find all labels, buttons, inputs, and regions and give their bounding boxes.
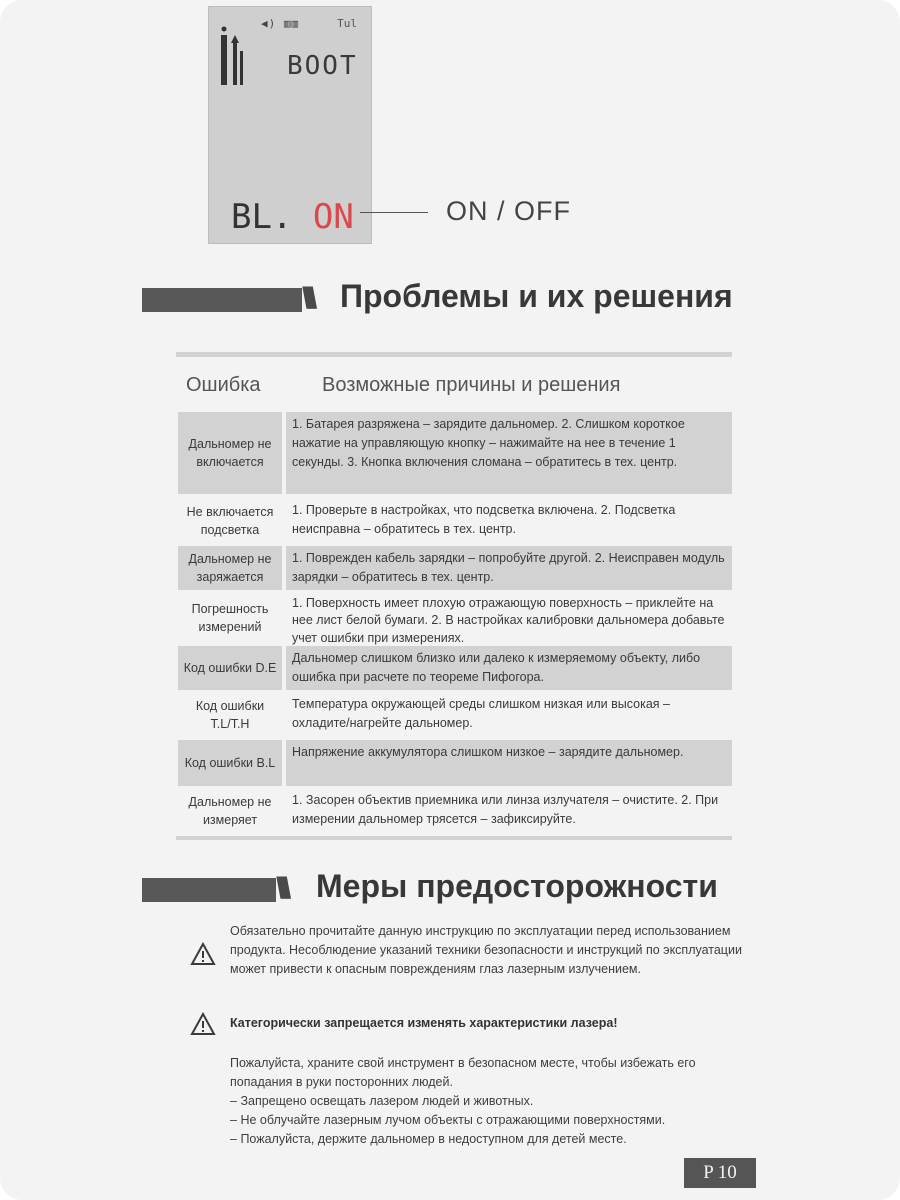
solution-cell: Дальномер слишком близко или далеко к измеряемому объекту, либо ошибка при расчете по теореме Пифогора. bbox=[286, 646, 732, 690]
error-cell: Не включается подсветка bbox=[186, 504, 274, 537]
error-cell: Дальномер не включается bbox=[178, 412, 282, 494]
solution-cell: 1. Поврежден кабель зарядки – попробуйте другой. 2. Неисправен модуль зарядки – обратитесь в тех. центр. bbox=[286, 546, 732, 590]
list-item: – Не облучайте лазерным лучом объекты с отражающими поверхностями. bbox=[230, 1111, 770, 1130]
warning-icon bbox=[190, 1012, 216, 1036]
table-bottom-rule bbox=[176, 836, 732, 840]
table-row bbox=[178, 692, 732, 738]
laser-warning-text: Категорически запрещается изменять характеристики лазера! bbox=[230, 1016, 618, 1030]
warning-icon bbox=[190, 942, 216, 966]
heading-slashes-icon: \\\\ bbox=[276, 872, 286, 905]
solution-cell: Температура окружающей среды слишком низкая или высокая – охладите/нагрейте дальномер. bbox=[292, 697, 670, 730]
lcd-display bbox=[208, 6, 372, 244]
table-row bbox=[178, 546, 732, 590]
signal-icon: Tul bbox=[337, 17, 357, 30]
backlight-setting bbox=[231, 197, 354, 237]
list-item: – Пожалуйста, держите дальномер в недоступном для детей месте. bbox=[230, 1130, 770, 1149]
list-item: – Запрещено освещать лазером людей и животных. bbox=[230, 1092, 770, 1111]
table-row bbox=[178, 412, 732, 494]
section-title: Меры предосторожности bbox=[316, 868, 718, 904]
page-number: P 10 bbox=[684, 1158, 756, 1188]
precautions-list bbox=[230, 1092, 770, 1148]
solution-cell: 1. Проверьте в настройках, что подсветка включена. 2. Подсветка неисправна – обратитесь в тех. центр. bbox=[292, 503, 676, 536]
table-row bbox=[178, 498, 732, 544]
error-cell: Погрешность измерений bbox=[191, 601, 269, 634]
error-cell: Код ошибки B.L bbox=[178, 740, 282, 786]
callout-line bbox=[360, 212, 428, 213]
heading-slashes-icon: \\\\ bbox=[302, 282, 312, 315]
troubleshooting-heading bbox=[142, 278, 782, 326]
solution-cell: 1. Поверхность имеет плохую отражающую поверхность – приклейте на нее лист белой бумаги. 2. В настройках калибровки дальномера добавьте учет ошибки при измерениях. bbox=[292, 596, 725, 645]
error-cell: Код ошибки T.L/T.H bbox=[195, 698, 265, 731]
table-top-rule bbox=[176, 352, 732, 357]
onoff-callout-label: ON / OFF bbox=[446, 196, 571, 226]
error-cell: Дальномер не заряжается bbox=[178, 546, 282, 590]
precautions-heading bbox=[142, 868, 782, 916]
column-header-solution: Возможные причины и решения bbox=[322, 374, 621, 396]
section-title: Проблемы и их решения bbox=[340, 278, 733, 314]
solution-cell: 1. Засорен объектив приемника или линза излучателя – очистите. 2. При измерении дальномер трясется – зафиксируйте. bbox=[292, 793, 719, 826]
laser-bars-icon bbox=[219, 25, 245, 87]
lcd-mode-text: BOOT bbox=[287, 51, 358, 81]
heading-bar bbox=[142, 288, 302, 312]
backlight-label: BL. bbox=[231, 197, 293, 237]
safety-warning-text: Обязательно прочитайте данную инструкцию по эксплуатации перед использованием продукта. Несоблюдение указаний техники безопасности и инструкций по эксплуатации может привести к опасным повреждениям глаз лазерным излучением. bbox=[230, 924, 742, 976]
error-cell: Код ошибки D.E bbox=[178, 646, 282, 690]
table-row bbox=[178, 740, 732, 786]
table-row bbox=[178, 592, 732, 644]
table-row bbox=[178, 646, 732, 690]
column-header-error: Ошибка bbox=[186, 374, 261, 396]
error-cell: Дальномер не измеряет bbox=[188, 794, 272, 827]
table-row bbox=[178, 788, 732, 834]
backlight-value: ON bbox=[312, 197, 354, 237]
storage-text: Пожалуйста, храните свой инструмент в безопасном месте, чтобы избежать его попадания в руки посторонних людей. bbox=[230, 1056, 696, 1089]
solution-cell: 1. Батарея разряжена – зарядите дальномер. 2. Слишком короткое нажатие на управляющую кнопку – нажимайте на нее в течение 1 секунды. 3. Кнопка включения сломана – обратитесь в тех. центр. bbox=[286, 412, 732, 494]
solution-cell: Напряжение аккумулятора слишком низкое – зарядите дальномер. bbox=[286, 740, 732, 786]
lcd-status-icons: ◀) ▥▥ bbox=[261, 17, 300, 30]
heading-bar bbox=[142, 878, 276, 902]
